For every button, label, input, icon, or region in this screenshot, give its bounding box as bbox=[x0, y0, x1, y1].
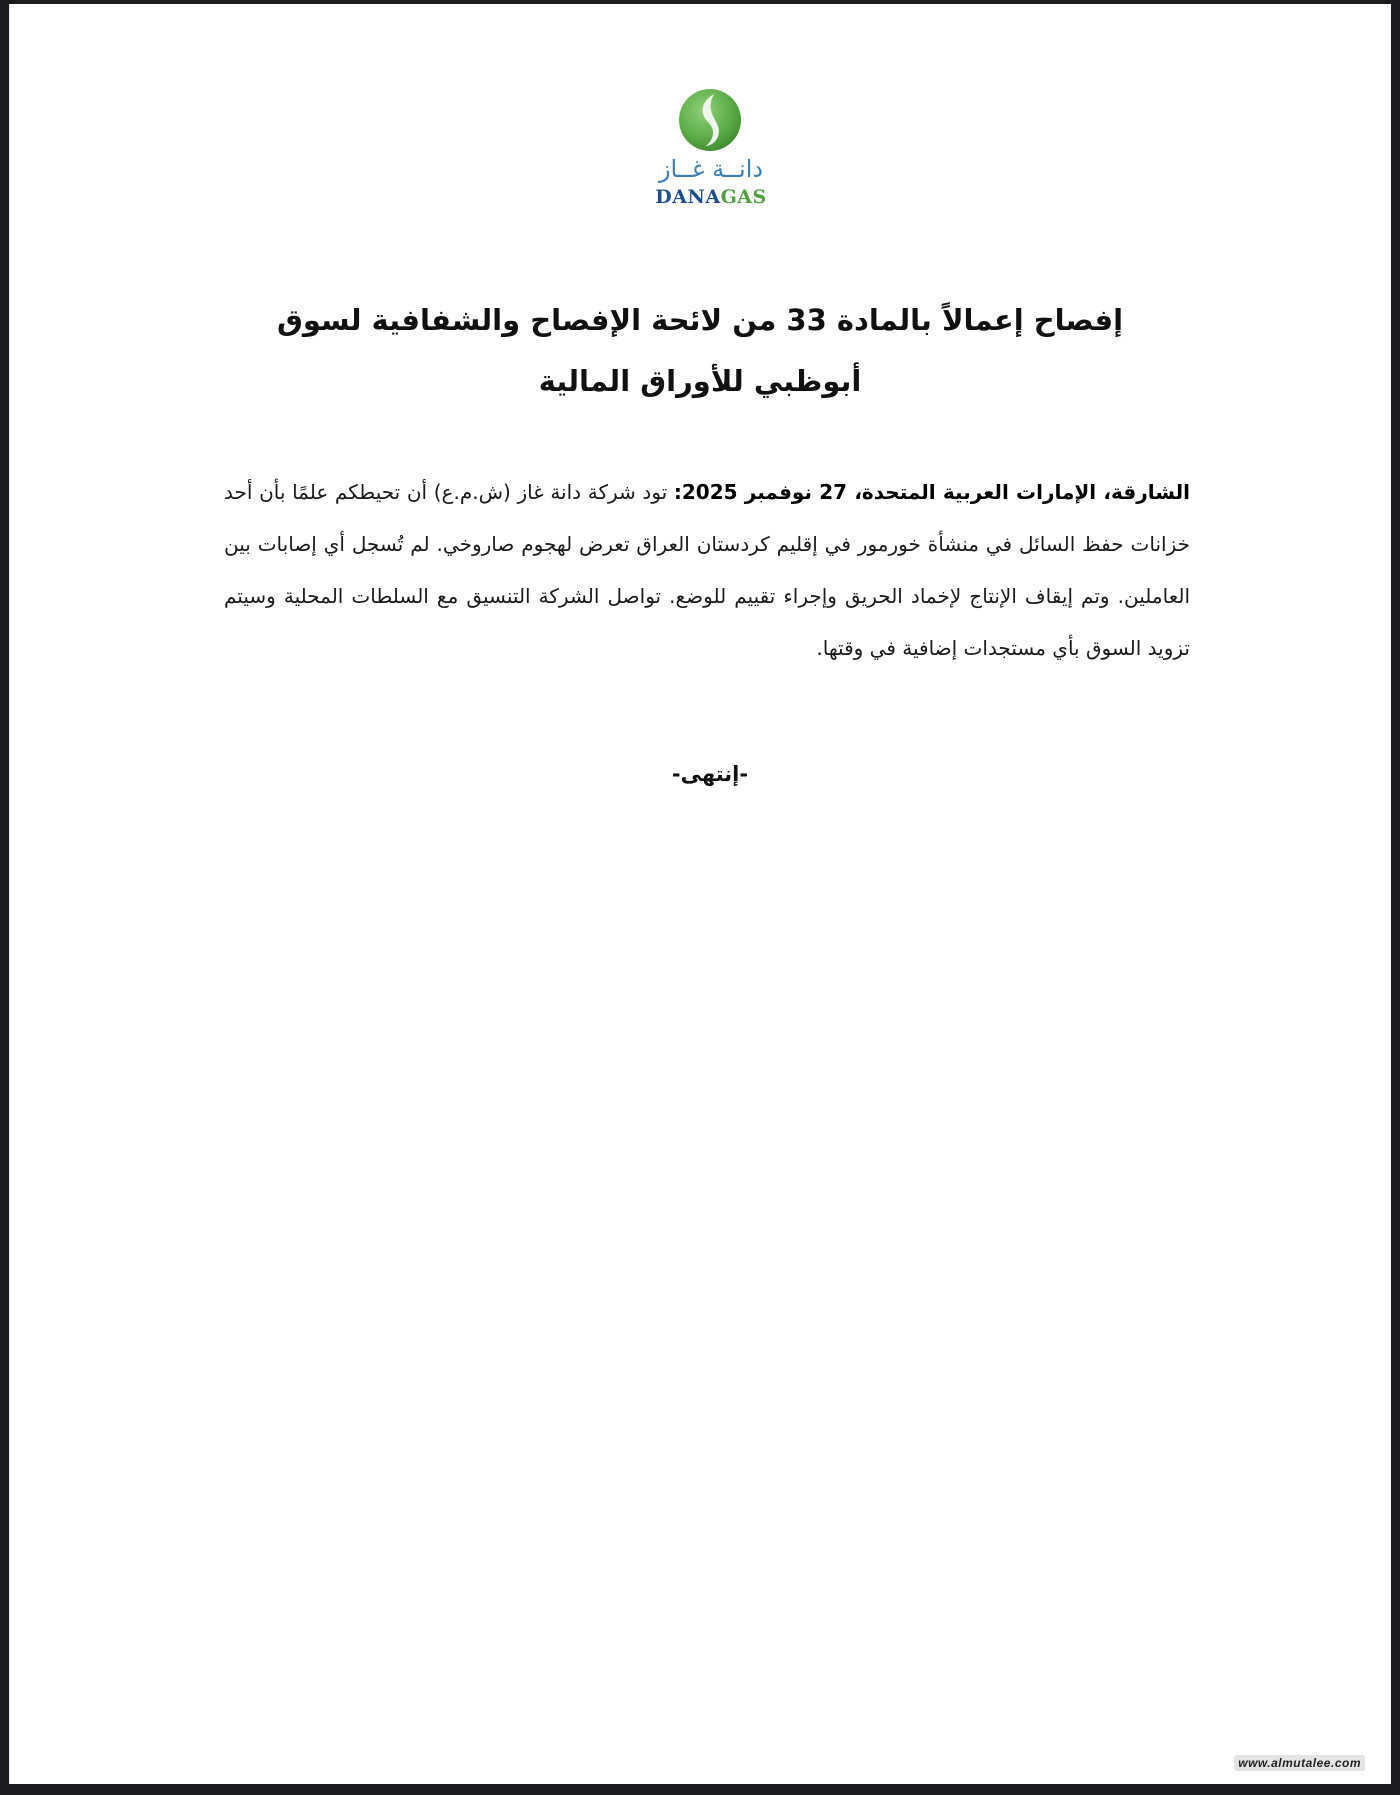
dateline: الشارقة، الإمارات العربية المتحدة، 27 نوفمبر 2025: bbox=[673, 480, 1190, 504]
logo-s-circle-icon bbox=[678, 88, 742, 152]
dana-gas-logo bbox=[646, 88, 776, 214]
body-paragraph: تود شركة دانة غاز (ش.م.ع) أن تحيطكم علمًا بأن أحد خزانات حفظ السائل في منشأة خورمور في إقليم كردستان العراق تعرض لهجوم صاروخي. لم تُسجل أي إصابات بين العاملين. وتم إيقاف الإنتاج لإخماد الحريق وإجراء تقييم للوضع. تواصل الشركة التنسيق مع السلطات المحلية وسيتم تزويد السوق بأي مستجدات إضافية في وقتها. bbox=[224, 480, 1190, 660]
document-page bbox=[9, 4, 1391, 1784]
logo-english-name bbox=[646, 186, 776, 208]
logo-arabic-name: دانــة غــاز bbox=[658, 155, 764, 183]
end-mark: -إنتهى- bbox=[671, 762, 749, 786]
disclosure-body bbox=[224, 466, 1190, 674]
logo-dana-text: DANA bbox=[655, 186, 721, 208]
disclosure-title: إفصاح إعمالاً بالمادة 33 من لائحة الإفصاح والشفافية لسوق أبوظبي للأوراق المالية bbox=[276, 303, 1124, 398]
source-watermark: www.almutalee.com bbox=[1234, 1755, 1365, 1771]
logo-gas-text: GAS bbox=[720, 186, 767, 208]
